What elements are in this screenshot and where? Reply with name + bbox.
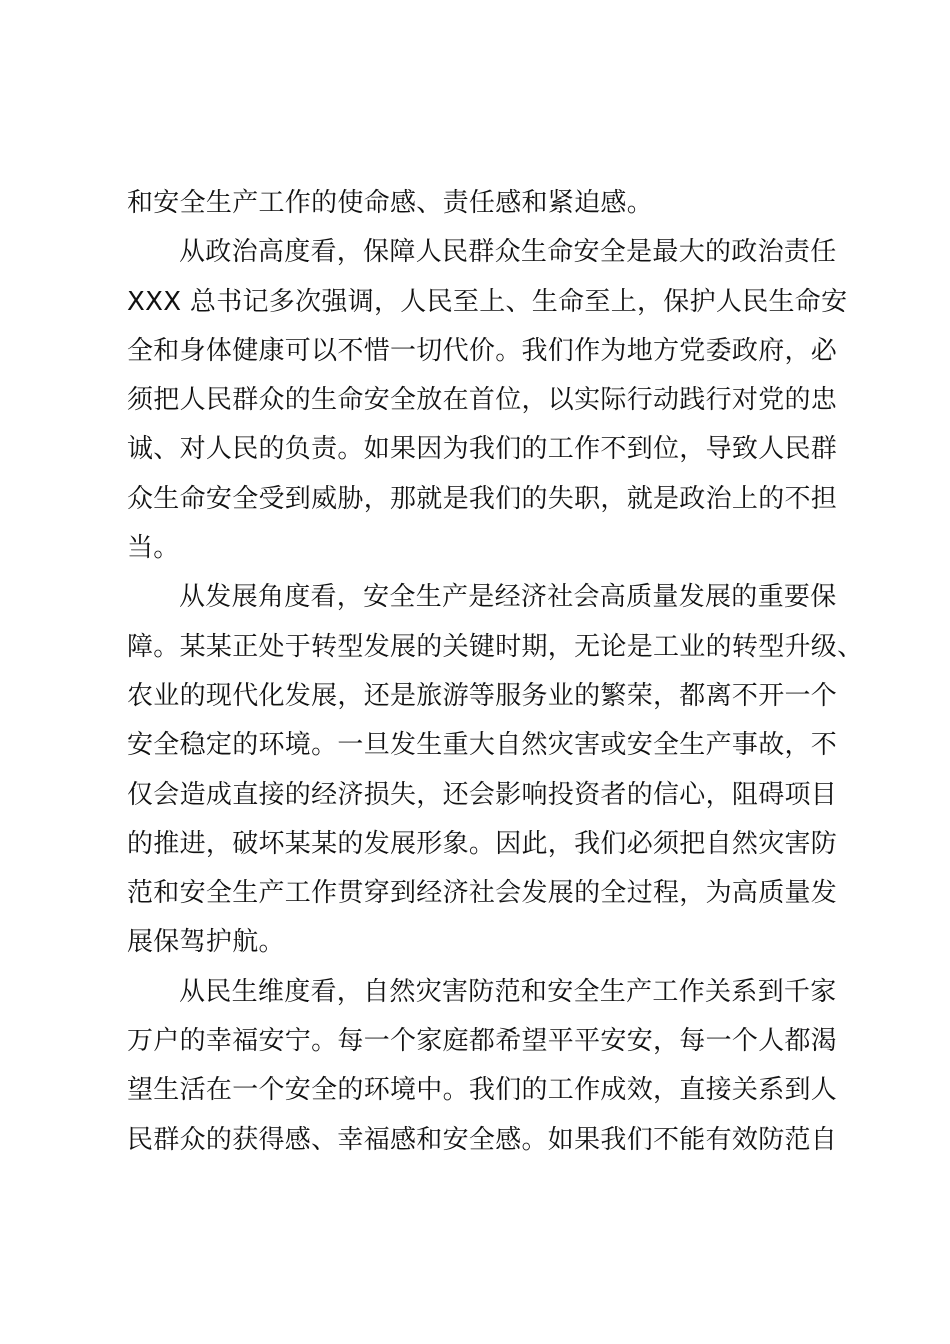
text-line: 和安全生产工作的使命感、责任感和紧迫感。 <box>127 188 654 218</box>
text-line: 众生命安全受到威胁，那就是我们的失职，就是政治上的不担 <box>127 483 838 514</box>
text-line: 民群众的获得感、幸福感和安全感。如果我们不能有效防范自 <box>127 1124 838 1155</box>
text-line: 安全稳定的环境。一旦发生重大自然灾害或安全生产事故，不 <box>127 730 838 761</box>
text-line: 当。 <box>127 533 180 564</box>
text-line: 展保驾护航。 <box>127 927 285 958</box>
text-line: 的推进，破坏某某的发展形象。因此，我们必须把自然灾害防 <box>127 828 838 859</box>
text-line: 农业的现代化发展，还是旅游等服务业的繁荣，都离不开一个 <box>127 680 838 711</box>
text-line: 望生活在一个安全的环境中。我们的工作成效，直接关系到人 <box>127 1075 838 1106</box>
paragraph-start-line: 从民生维度看，自然灾害防范和安全生产工作关系到千家 <box>179 976 837 1007</box>
document-body <box>127 179 864 1165</box>
text-line: 诚、对人民的负责。如果因为我们的工作不到位，导致人民群 <box>127 434 838 465</box>
text-line: 万户的幸福安宁。每一个家庭都希望平平安安，每一个人都渴 <box>127 1026 838 1057</box>
text-line: XXX 总书记多次强调，人民至上、生命至上，保护人民生命安 <box>127 286 848 317</box>
paragraph-start-line: 从政治高度看，保障人民群众生命安全是最大的政治责任 <box>179 237 837 268</box>
text-line: 范和安全生产工作贯穿到经济社会发展的全过程，为高质量发 <box>127 878 838 909</box>
text-line: 全和身体健康可以不惜一切代价。我们作为地方党委政府，必 <box>127 335 838 366</box>
text-line: 障。某某正处于转型发展的关键时期，无论是工业的转型升级、 <box>127 631 864 662</box>
paragraph-start-line: 从发展角度看，安全生产是经济社会高质量发展的重要保 <box>179 582 837 613</box>
text-line: 须把人民群众的生命安全放在首位，以实际行动践行对党的忠 <box>127 385 838 416</box>
text-line: 仅会造成直接的经济损失，还会影响投资者的信心，阻碍项目 <box>127 779 838 810</box>
